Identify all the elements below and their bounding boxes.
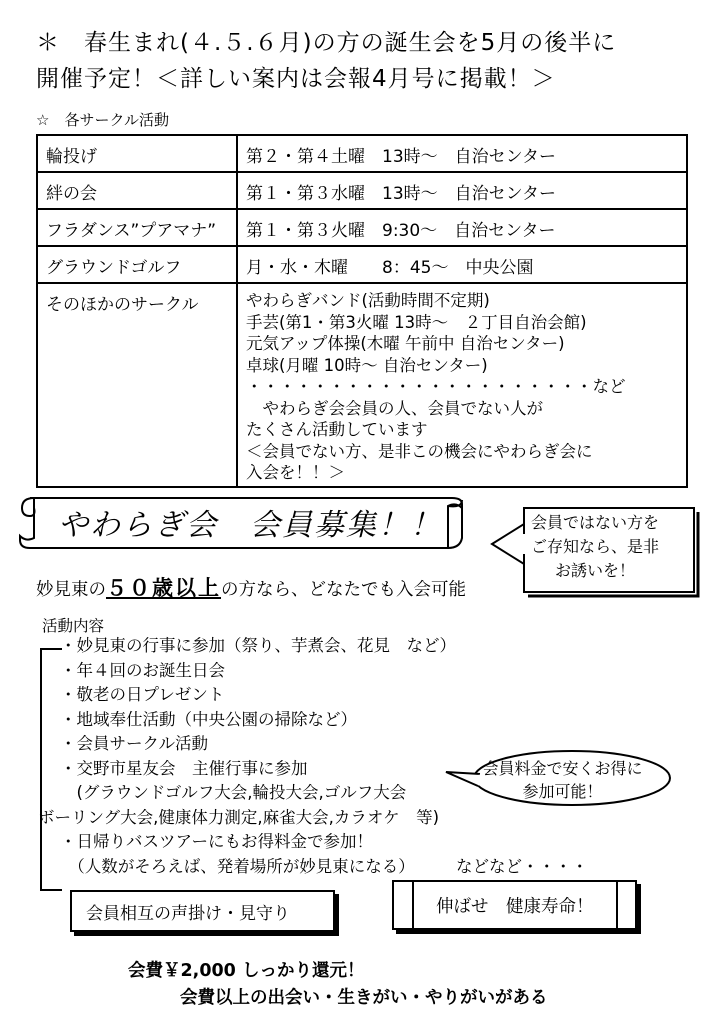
table-row [37,209,687,246]
table-row [37,172,687,209]
health-box-text: 伸ばせ 健康寿命！ [436,897,594,917]
list-item: (グラウンドゴルフ大会,輪投大会,ゴルフ大会 [60,783,407,802]
fee-callout-text: 会員料金で安くお得に参加可能！ [482,759,643,801]
list-item: ボーリング大会,健康体力測定,麻雀大会,カラオケ 等) [38,807,440,827]
table-row [37,246,687,283]
other-circle-line: やわらぎバンド(活動時間不定期) [246,291,490,310]
health-box-divider-left [412,880,414,930]
circle-schedule: 月・水・木曜 8：45～ 中央公園 [237,246,687,283]
circle-schedule: 第１・第３水曜 13時～ 自治センター [237,172,687,209]
circle-name: グラウンドゴルフ [37,246,237,283]
circle-name: フラダンス”プアマナ” [37,209,237,246]
fee-line-2: 会費以上の出会い・生きがい・やりがいがある [180,988,548,1008]
other-circle-line: やわらぎ会会員の人、会員でない人が [246,398,543,418]
table-row [37,283,687,487]
other-circle-line: 手芸(第1・第3火曜 13時～ ２丁目自治会館) [246,312,587,332]
other-circle-line: 入会を！！＞ [246,463,345,482]
list-item: ・会員サークル活動 [60,734,209,753]
header-line-1: ＊ 春生まれ(４.５.６月)の方の誕生会を5月の後半に [36,30,617,56]
activities-title: 活動内容 [42,617,105,635]
list-item: ・地域奉仕活動（中央公園の掃除など） [60,709,357,729]
other-circle-line: ・・・・・・・・・・・・・・・・・・・・・など [246,377,626,396]
eligibility-text [36,572,466,602]
list-item: ・日帰りバスツアーにもお得料金で参加！ [60,832,374,851]
other-circle-line: ＜会員でない方、是非この機会にやわらぎ会に [246,441,593,461]
circles-title: ☆ 各サークル活動 [36,111,169,129]
circle-name: 絆の会 [37,172,237,209]
list-item: ・妙見東の行事に参加（祭り、芋煮会、花見 など） [60,636,456,655]
eligibility-prefix: 妙見東の [36,580,106,600]
list-item: ・年４回のお誕生日会 [60,660,225,680]
other-circles-details [237,283,687,487]
circle-name: そのほかのサークル [37,283,237,487]
circle-schedule: 第１・第３火曜 9:30～ 自治センター [237,209,687,246]
other-circle-line: 元気アップ体操(木曜 午前中 自治センター) [246,334,565,353]
other-circle-line: たくさん活動しています [246,420,428,439]
list-item: （人数がそろえば、発着場所が妙見東になる） などなど・・・・ [60,856,588,876]
activities-bracket [40,648,62,891]
circle-name: 輪投げ [37,135,237,172]
watch-box-text: 会員相互の声掛け・見守り [86,904,290,924]
health-box-divider-right [616,880,618,930]
list-item: ・敬老の日プレゼント [60,685,225,704]
fee-line-1: 会費￥2,000 しっかり還元！ [128,961,365,981]
eligibility-age: ５０歳以上 [106,576,221,600]
circle-schedule: 第２・第４土曜 13時～ 自治センター [237,135,687,172]
eligibility-suffix: の方なら、どなたでも入会可能 [221,580,466,600]
invite-callout-text: 会員ではない方をご存知なら、是非お誘いを！ [530,513,659,580]
circles-table [36,134,688,488]
header-line-2: 開催予定！＜詳しい案内は会報4月号に掲載！＞ [36,66,556,92]
list-item: ・交野市星友会 主催行事に参加 [60,758,308,778]
table-row [37,135,687,172]
other-circle-line: 卓球(月曜 10時～ 自治センター) [246,355,488,375]
banner-title: やわらぎ会 会員募集！！ [58,508,442,543]
